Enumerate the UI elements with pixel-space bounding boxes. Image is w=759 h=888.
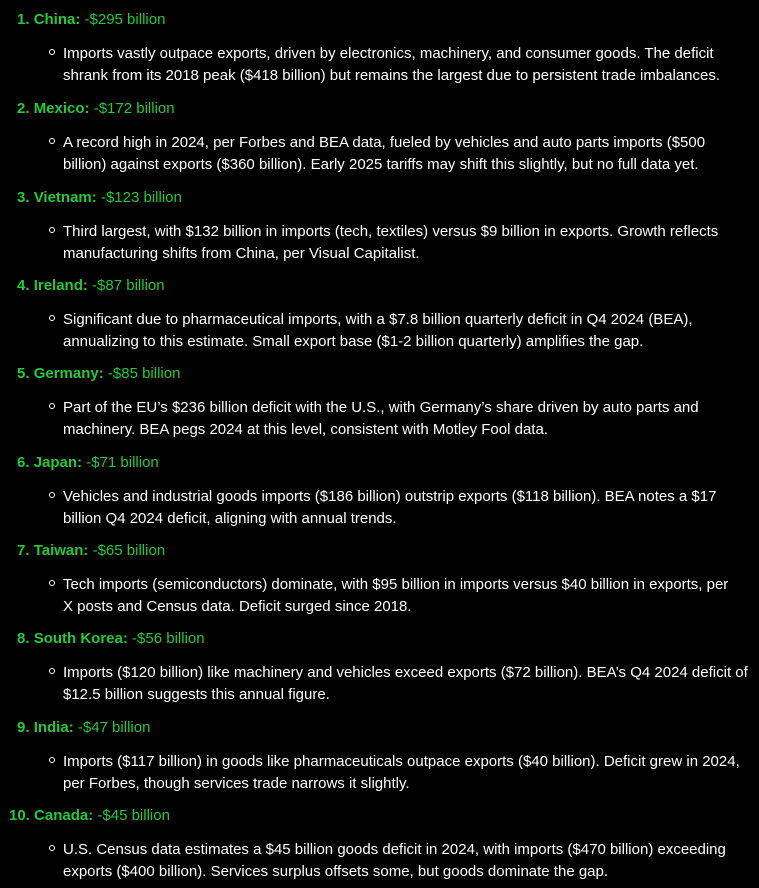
item-description: Imports ($117 billion) in goods like pharmaceuticals outpace exports ($40 billion). Deficit grew in 2024, per Forbes, though services trade narrows it slightly. xyxy=(63,753,740,792)
item-heading: 8. South Korea: -$56 billion xyxy=(17,630,205,647)
item-country: Canada xyxy=(34,807,89,824)
bullet-icon xyxy=(49,315,55,321)
item-country: Japan xyxy=(33,454,78,471)
item-description: Imports vastly outpace exports, driven by electronics, machinery, and consumer goods. The deficit shrank from its 2018 peak ($418 billion) but remains the largest due to persistent trade imbalances. xyxy=(63,45,721,84)
item-country: Taiwan xyxy=(33,542,84,559)
item-description: Significant due to pharmaceutical imports, with a $7.8 billion quarterly deficit in Q4 2024 (BEA), annualizing to this estimate. Small export base ($1-2 billion quarterly) amplifies the gap. xyxy=(63,311,693,350)
item-country: South Korea xyxy=(33,630,123,647)
item-number: 8. xyxy=(17,630,30,647)
item-value: -$295 billion xyxy=(80,11,166,28)
item-description: Tech imports (semiconductors) dominate, with $95 billion in imports versus $40 billion in exports, per X posts and Census data. Deficit surged since 2018. xyxy=(63,576,729,615)
item-number: 3. xyxy=(17,189,30,206)
item-description: Part of the EU’s $236 billion deficit with the U.S., with Germany’s share driven by auto parts and machinery. BEA pegs 2024 at this level, consistent with Motley Fool data. xyxy=(63,399,699,438)
item-heading: 5. Germany: -$85 billion xyxy=(17,365,181,382)
item-value: -$65 billion xyxy=(88,542,166,559)
bullet-icon xyxy=(49,668,55,674)
item-heading: 1. China: -$295 billion xyxy=(17,11,166,28)
item-number: 6. xyxy=(17,454,30,471)
bullet-icon xyxy=(49,138,55,144)
item-heading: 3. Vietnam: -$123 billion xyxy=(17,189,182,206)
item-country: Mexico xyxy=(33,100,85,117)
bullet-icon xyxy=(49,757,55,763)
item-value: -$45 billion xyxy=(93,807,170,824)
item-country: Vietnam xyxy=(33,189,92,206)
bullet-icon xyxy=(49,49,55,55)
item-number: 9. xyxy=(17,719,30,736)
item-value: -$47 billion xyxy=(73,719,151,736)
item-heading: 10. Canada: -$45 billion xyxy=(9,807,170,824)
item-description: Third largest, with $132 billion in imports (tech, textiles) versus $9 billion in exports. Growth reflects manufacturing shifts from China, per Visual Capitalist. xyxy=(63,223,719,262)
item-heading: 7. Taiwan: -$65 billion xyxy=(17,542,166,559)
item-number: 5. xyxy=(17,365,30,382)
item-number: 2. xyxy=(17,100,30,117)
bullet-icon xyxy=(49,845,55,851)
item-value: -$71 billion xyxy=(82,454,159,471)
item-value: -$85 billion xyxy=(103,365,181,382)
item-description: U.S. Census data estimates a $45 billion goods deficit in 2024, with imports ($470 billion) exceeding exports ($400 billion). Services surplus offsets some, but goods dominate the gap. xyxy=(63,841,726,880)
item-heading: 6. Japan: -$71 billion xyxy=(17,454,159,471)
item-number: 4. xyxy=(17,277,30,294)
item-country: India xyxy=(33,719,69,736)
item-value: -$172 billion xyxy=(89,100,175,117)
bullet-icon xyxy=(49,403,55,409)
item-number: 10. xyxy=(9,807,30,824)
item-number: 1. xyxy=(17,11,30,28)
item-description: Vehicles and industrial goods imports ($186 billion) outstrip exports ($118 billion). BEA notes a $17 billion Q4 2024 deficit, aligning with annual trends. xyxy=(63,488,717,527)
item-heading: 9. India: -$47 billion xyxy=(17,719,151,736)
bullet-icon xyxy=(49,492,55,498)
item-description: Imports ($120 billion) like machinery and vehicles exceed exports ($72 billion). BEA’s Q4 2024 deficit of $12.5 billion suggests this annual figure. xyxy=(63,664,748,703)
item-heading: 4. Ireland: -$87 billion xyxy=(17,277,165,294)
bullet-icon xyxy=(49,227,55,233)
item-country: Ireland xyxy=(33,277,83,294)
item-country: China xyxy=(33,11,76,28)
item-description: A record high in 2024, per Forbes and BEA data, fueled by vehicles and auto parts imports ($500 billion) against exports ($360 billion). Early 2025 tariffs may shift this slightly, but no full data yet. xyxy=(63,134,706,173)
item-value: -$123 billion xyxy=(96,189,182,206)
item-value: -$56 billion xyxy=(127,630,205,647)
item-number: 7. xyxy=(17,542,30,559)
bullet-icon xyxy=(49,580,55,586)
item-heading: 2. Mexico: -$172 billion xyxy=(17,100,175,117)
item-country: Germany xyxy=(33,365,99,382)
item-value: -$87 billion xyxy=(87,277,165,294)
